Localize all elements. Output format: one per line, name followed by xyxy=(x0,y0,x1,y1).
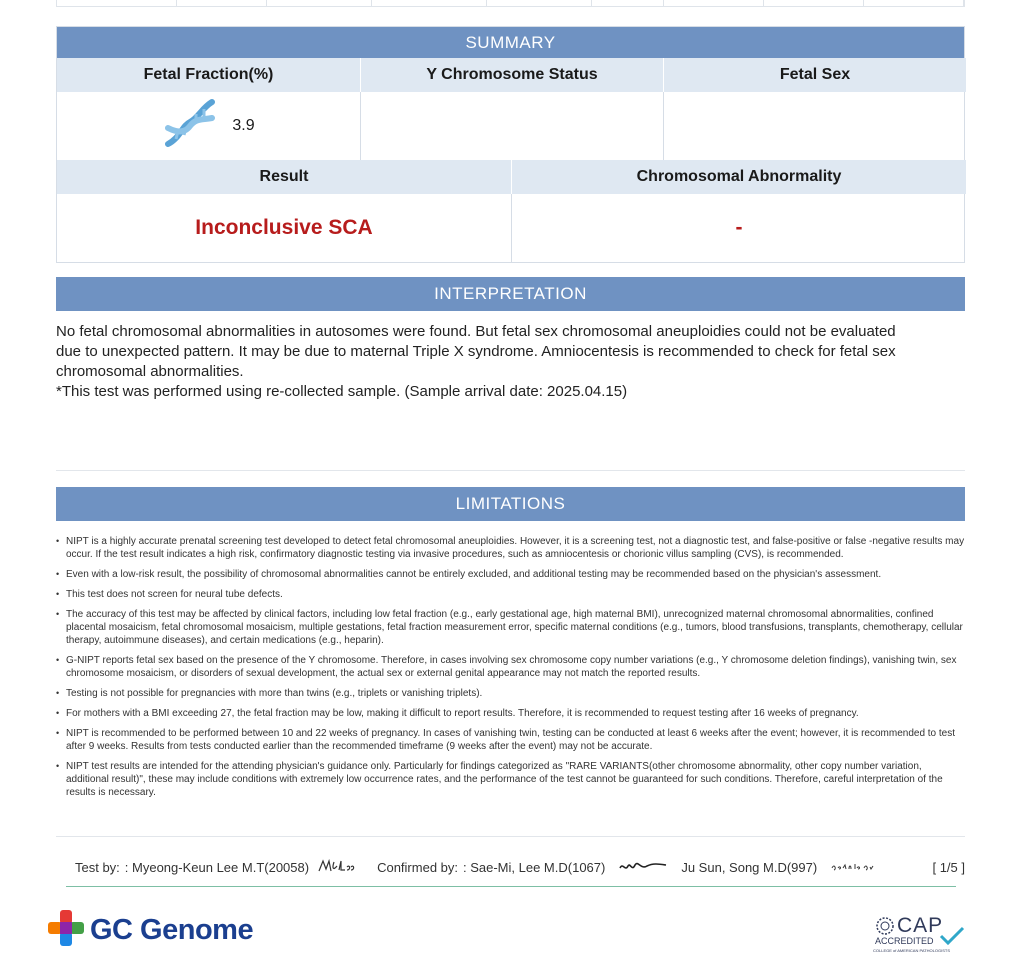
abnormality-cell xyxy=(512,194,966,262)
signature-mklee xyxy=(317,858,357,877)
y-chromosome-header: Y Chromosome Status xyxy=(361,58,664,92)
limitation-item: • NIPT is a highly accurate prenatal screening test developed to detect fetal chromosomal aneuploidies. However, it is a screening test, not a diagnostic test, and false-positive or false -negative results may occur. If the test result indicates a high risk, confirmatory diagnostic testing via invasive procedures, such as amniocentesis or chorionic villus sampling (CVS), is recommended. xyxy=(56,535,965,561)
page-number: [ 1/5 ] xyxy=(932,859,965,875)
confirmed-by-name: : Sae-Mi, Lee M.D(1067) xyxy=(463,859,606,875)
footer-green-line xyxy=(66,886,956,887)
fetal-sex-value xyxy=(664,92,966,160)
summary-title: SUMMARY xyxy=(57,27,964,58)
second-confirmer-name: Ju Sun, Song M.D(997) xyxy=(681,859,818,875)
test-by-label: Test by: xyxy=(75,859,120,875)
section-divider xyxy=(56,470,965,471)
cross-logo-icon xyxy=(48,910,84,951)
result-value: Inconclusive SCA xyxy=(195,216,373,239)
signature-row xyxy=(56,856,965,878)
fetal-sex-header: Fetal Sex xyxy=(664,58,966,92)
gc-genome-logo xyxy=(48,910,253,951)
signature-song-ju-sun xyxy=(831,860,875,875)
limitation-item: • Even with a low-risk result, the possibility of chromosomal abnormalities cannot be entirely excluded, and additional testing may be recommended based on the physician's assessment. xyxy=(56,568,965,581)
limitation-item: • NIPT is recommended to be performed between 10 and 22 weeks of pregnancy. In cases of vanishing twin, testing can be conducted at least 6 weeks after the event; however, it is recommended to test after 9 weeks. Results from tests conducted earlier than the recommended timeframe (9 weeks after the event) may not be accurate. xyxy=(56,727,965,753)
previous-table-remnant xyxy=(56,0,965,7)
cap-college-text: COLLEGE of AMERICAN PATHOLOGISTS xyxy=(873,948,950,953)
result-cell xyxy=(57,194,512,262)
confirmed-by-label: Confirmed by: xyxy=(377,859,458,875)
dna-icon xyxy=(162,98,218,155)
limitation-item: • G-NIPT reports fetal sex based on the presence of the Y chromosome. Therefore, in cases involving sex chromosome copy number variations (e.g., Y chromosome deletion findings), vanishing twin, sex chromosome mosaicism, or disorders of sexual development, the actual sex or external genital appearance may not match the reported results. xyxy=(56,654,965,680)
limitations-title: LIMITATIONS xyxy=(56,487,965,521)
footer-divider xyxy=(56,836,965,837)
limitation-item: • The accuracy of this test may be affected by clinical factors, including low fetal fraction (e.g., early gestational age, high maternal BMI), unrecognized maternal chromosomal abnormalities, confined placental mosaicism, fetal chromosomal mosaicism, multiple gestations, fetal fraction measurement error, specific maternal conditions (e.g., tumors, blood transfusions, transplants, chemotherapy, cellular therapy, autoimmune diseases), and certain medications (e.g., heparin). xyxy=(56,608,965,647)
interpretation-line: chromosomal abnormalities. xyxy=(56,363,244,380)
cap-accredited-text: ACCREDITED xyxy=(875,936,934,946)
cap-accredited-badge xyxy=(873,914,968,956)
limitation-item: • This test does not screen for neural tube defects. xyxy=(56,588,965,601)
result-header: Result xyxy=(57,160,512,194)
interpretation-line: No fetal chromosomal abnormalities in autosomes were found. But fetal sex chromosomal aneuploidies could not be evaluated xyxy=(56,323,896,340)
signature-saemi-lee xyxy=(619,858,667,877)
interpretation-line: due to unexpected pattern. It may be due to maternal Triple X syndrome. Amniocentesis is recommended to check for fetal sex xyxy=(56,343,896,360)
interpretation-title: INTERPRETATION xyxy=(56,277,965,311)
summary-table xyxy=(56,26,965,263)
abnormality-value: - xyxy=(735,216,743,239)
interpretation-note: *This test was performed using re-collected sample. (Sample arrival date: 2025.04.15) xyxy=(56,383,628,400)
limitation-item: • For mothers with a BMI exceeding 27, the fetal fraction may be low, making it difficult to report results. Therefore, it is recommended to request testing after 16 weeks of pregnancy. xyxy=(56,707,965,720)
fetal-fraction-cell xyxy=(57,92,361,160)
limitation-item: • NIPT test results are intended for the attending physician's guidance only. Particularly for findings categorized as "RARE VARIANTS(other chromosome abnormality, other copy number variation, additional result)", these may include conditions with extremely low occurrence rates, and the performance of the test cannot be guaranteed for such conditions. Therefore, careful interpretation of the results is necessary. xyxy=(56,760,965,799)
abnormality-header: Chromosomal Abnormality xyxy=(512,160,966,194)
test-by-name: : Myeong-Keun Lee M.T(20058) xyxy=(124,859,310,875)
interpretation-text xyxy=(56,322,966,402)
fetal-fraction-header: Fetal Fraction(%) xyxy=(57,58,361,92)
y-chromosome-status-value xyxy=(361,92,664,160)
limitations-list xyxy=(56,535,965,806)
cap-text: CAP xyxy=(897,914,944,937)
limitation-item: • Testing is not possible for pregnancies with more than twins (e.g., triplets or vanishing triplets). xyxy=(56,687,965,700)
logo-text: GC Genome xyxy=(90,914,254,946)
fetal-fraction-value: 3.9 xyxy=(232,117,255,134)
